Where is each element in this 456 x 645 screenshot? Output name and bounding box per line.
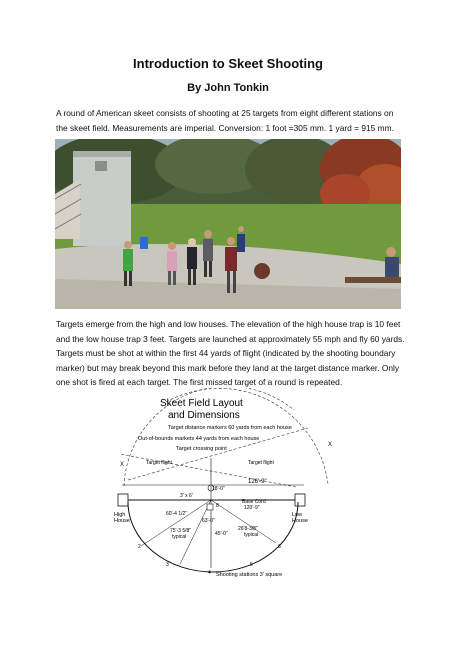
targets-paragraph: Targets emerge from the high and low houses. The elevation of the high house trap is 10 feet and the low house trap 3 feet. Targets are launched at approximately 55 mph and fly 60 yards. Targets must be shot at within the first 44 yards of flight (indicated by the shooting boundary marker) but may break beyond this mark before they land at the target distance marker. Only one shot is fired at each target. The first missed target of a round is repeated. bbox=[56, 319, 405, 387]
shooting-stations-label: Shooting stations 3' square bbox=[216, 572, 283, 578]
dim-126: 126'-9" bbox=[248, 479, 267, 485]
low-house-label: Low bbox=[292, 512, 303, 518]
dim-75: 75'-3 5/8" bbox=[170, 528, 192, 534]
station-4: 4 bbox=[208, 570, 211, 576]
label-44yd: Out-of-bounds markets 44 yards from each house bbox=[138, 436, 260, 442]
station-6: 6 bbox=[278, 544, 281, 550]
dim-63: 63'-0" bbox=[202, 518, 215, 524]
dim-45: 45'-0" bbox=[215, 531, 228, 537]
station-5: 5 bbox=[250, 562, 253, 568]
dim-26: 26'8-3/8" bbox=[238, 526, 258, 532]
high-house-label: High bbox=[114, 512, 126, 518]
dim-75-typical: typical bbox=[172, 534, 187, 540]
x-mark-right: X bbox=[328, 442, 333, 448]
label-flight-left: Target flight bbox=[146, 460, 172, 466]
label-crossing: Target crossing point bbox=[176, 446, 227, 452]
station-3: 3 bbox=[166, 562, 169, 568]
dim-60: 60'-4 1/2" bbox=[166, 511, 188, 517]
diagram-title-2: and Dimensions bbox=[168, 410, 240, 421]
high-house-label-2: House bbox=[114, 518, 130, 524]
x-mark-left: X bbox=[120, 462, 125, 468]
label-flight-right: Target flight bbox=[248, 460, 274, 466]
document-title: Introduction to Skeet Shooting bbox=[133, 56, 323, 71]
base-cord-label: Base Cord bbox=[242, 499, 266, 505]
skeet-field-diagram bbox=[108, 388, 348, 583]
base-cord-value: 120'-9" bbox=[244, 505, 260, 511]
low-house-label-2: House bbox=[292, 518, 308, 524]
dim-26-typical: typical bbox=[244, 532, 259, 538]
skeet-field-photo bbox=[55, 139, 401, 309]
diagram-title-1: Skeet Field Layout bbox=[160, 398, 243, 409]
dim-3x6: 3' x 6' bbox=[180, 493, 193, 499]
intro-paragraph: A round of American skeet consists of shooting at 25 targets from eight different stations on the skeet field. Measurements are imperial. Conversion: 1 foot =305 mm. 1 yard = 915 mm. bbox=[56, 108, 394, 133]
dim-18: 18'-0" bbox=[212, 486, 225, 492]
document-author: By John Tonkin bbox=[187, 82, 269, 94]
label-60yd: Target distance markers 60 yards from each house bbox=[168, 425, 292, 431]
station-2: 2 bbox=[138, 544, 141, 550]
station-8-label: 8 bbox=[216, 503, 219, 509]
